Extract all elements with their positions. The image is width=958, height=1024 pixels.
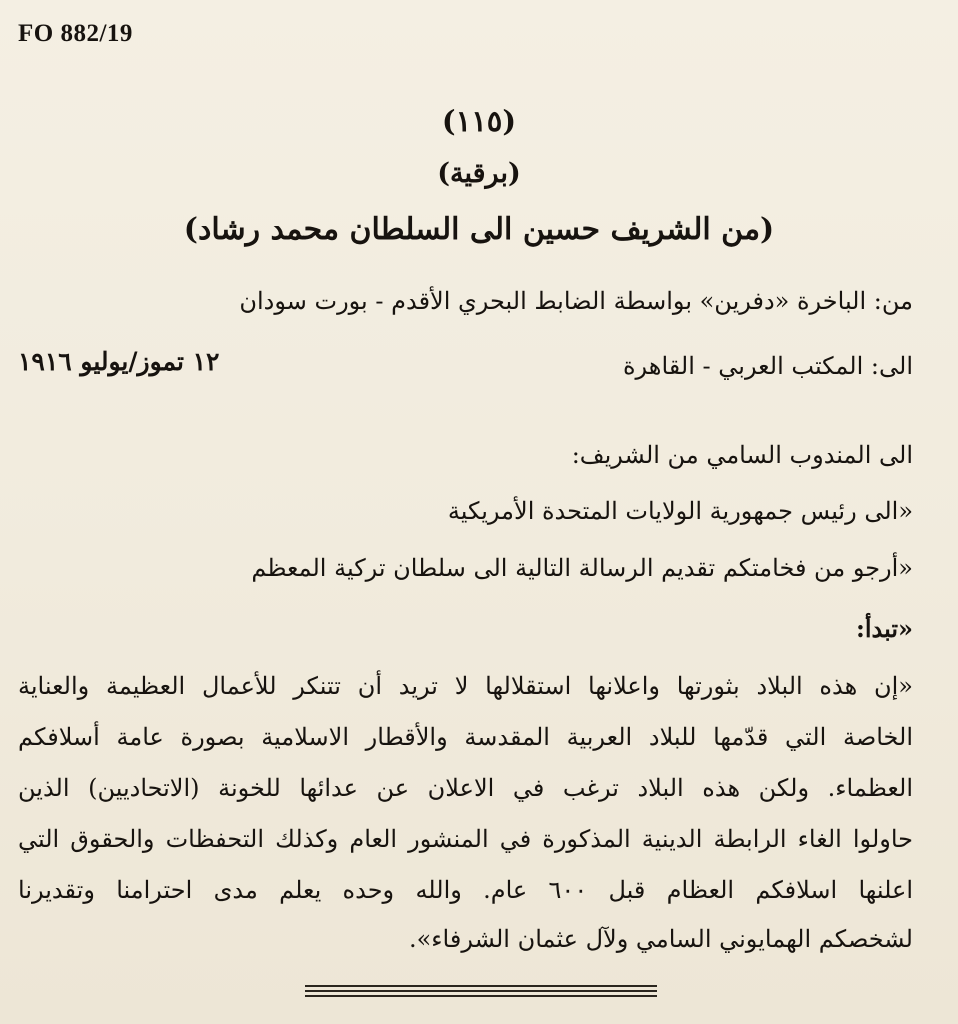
from-line: من: الباخرة «دفرين» بواسطة الضابط البحري الأقدم - بورت سودان [239,287,913,315]
closing-divider [305,985,657,997]
date-line: ١٢ تموز/يوليو ١٩١٦ [18,347,220,376]
body-line: لشخصكم الهمايوني السامي ولآل عثمان الشرفاء». [408,925,913,953]
document-title: (من الشريف حسين الى السلطان محمد رشاد) [183,212,775,247]
preamble-line: الى المندوب السامي من الشريف: [571,441,913,469]
body-line: اعلنها اسلافكم العظام قبل ٦٠٠ عام. والله وحده يعلم مدى احترامنا وتقديرنا [18,876,914,904]
document-type: (برقية) [437,158,521,189]
body-line: العظماء. ولكن هذه البلاد ترغب في الاعلان عن عدائها للخونة (الاتحاديين) الذين [18,774,913,802]
preamble-line: «أرجو من فخامتكم تقديم الرسالة التالية الى سلطان تركية المعظم [251,554,913,582]
body-line: الخاصة التي قدّمها للبلاد العربية المقدسة والأقطار الاسلامية بصورة عامة أسلافكم [18,723,913,751]
document-number: (١١٥) [441,104,517,138]
body-line: حاولوا الغاء الرابطة الدينية المذكورة في المنشور العام وكذلك التحفظات والحقوق التي [18,825,913,853]
body-line: «إن هذه البلاد بثورتها واعلانها استقلالها لا تريد أن تتنكر للأعمال العظيمة والعناية [18,672,913,700]
preamble-line: «الى رئيس جمهورية الولايات المتحدة الأمريكية [447,497,913,525]
archive-reference: FO 882/19 [18,20,133,47]
preamble-line: «تبدأ: [855,614,913,643]
to-line: الى: المكتب العربي - القاهرة [622,352,913,380]
